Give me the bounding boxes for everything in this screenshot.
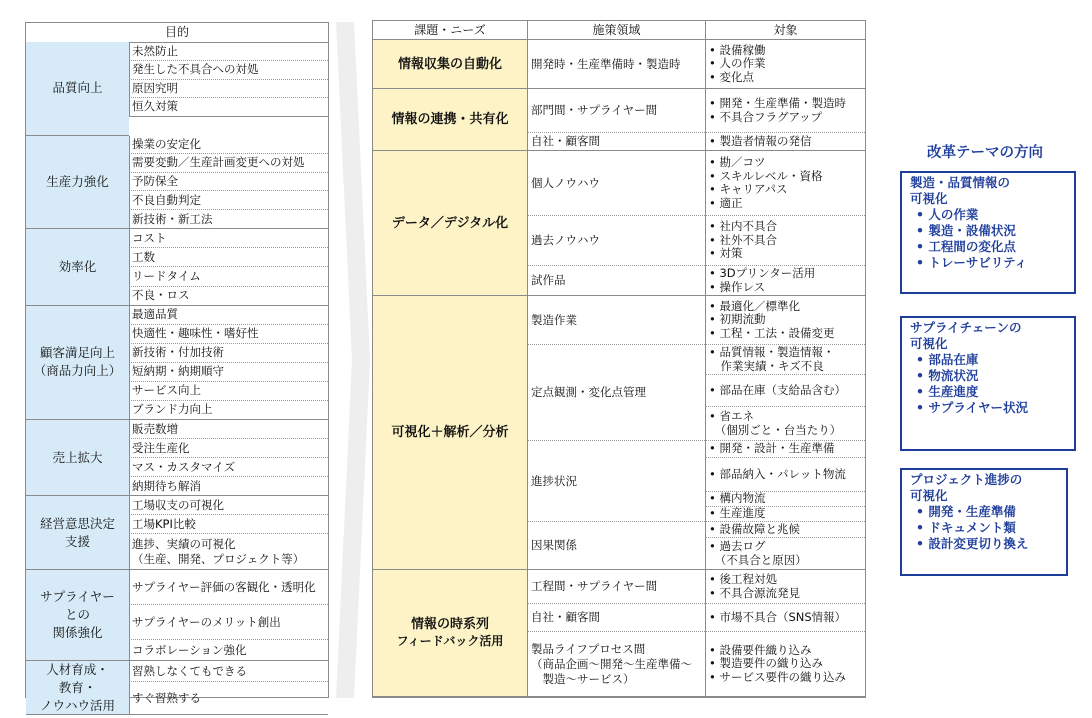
objective-item: コラボレーション強化	[129, 640, 328, 661]
objective-item: コスト	[129, 229, 328, 248]
target-cell	[705, 133, 865, 151]
target-cell	[705, 151, 865, 216]
flow-arrow-chevron	[336, 22, 370, 698]
issue-cell	[373, 570, 527, 697]
objective-item: 受注生産化	[129, 439, 328, 458]
objective-item: リードタイム	[129, 267, 328, 287]
reform-theme-box	[900, 468, 1068, 576]
area-header: 施策領域	[527, 21, 705, 40]
target-item: • スキルレベル・資格	[709, 168, 823, 183]
target-item: • 市場不具合（SNS情報）	[709, 609, 847, 624]
target-cell	[705, 604, 865, 632]
target-item: • 操作レス	[709, 279, 766, 294]
objective-group: 品質向上	[26, 42, 129, 136]
objective-item: すぐ習熟する	[129, 682, 328, 715]
target-item: （不具合と原因）	[709, 552, 807, 567]
objective-item: マス・カスタマイズ	[129, 458, 328, 477]
objective-item: ブランド力向上	[129, 401, 328, 421]
target-cell	[705, 407, 865, 441]
reform-theme-heading: プロジェクト進捗の	[910, 472, 1023, 487]
target-cell	[705, 570, 865, 604]
target-item: • 部品納入・パレット物流	[709, 466, 846, 481]
measure-area: 製造作業	[527, 296, 705, 345]
target-item: • 品質情報・製造情報・	[709, 345, 835, 359]
issue-header: 課題・ニーズ	[373, 21, 527, 40]
objective-item: 発生した不具合への対処	[129, 61, 328, 80]
issue-label: 情報の連携・共有化	[391, 112, 509, 127]
target-item: （個別ごと・台当たり）	[709, 422, 842, 437]
reform-theme-box	[900, 316, 1076, 451]
reform-theme-heading: 可視化	[910, 488, 948, 503]
target-item: • 対策	[709, 246, 743, 261]
objective-item: 工場収支の可視化	[129, 496, 328, 515]
target-item: • 部品在庫（支給品含む）	[709, 382, 846, 397]
target-item: • 後工程対処	[709, 572, 777, 586]
target-item: • 社内不具合	[709, 219, 777, 234]
objective-group: 人材育成・ 教育・ ノウハウ活用	[26, 661, 129, 715]
measure-area: 因果関係	[527, 522, 705, 570]
measure-area: 開発時・生産準備時・製造時	[527, 40, 705, 89]
objective-item: 短納期・納期順守	[129, 363, 328, 382]
target-item: • 設備故障と兆候	[709, 521, 800, 536]
target-cell	[705, 216, 865, 266]
reform-theme-bullet: • 人の作業	[916, 207, 979, 222]
target-item: • 設備要件織り込み	[709, 642, 812, 657]
reform-theme-bullet: • 設計変更切り換え	[916, 536, 1029, 551]
objective-item: 恒久対策	[129, 98, 328, 117]
target-item: • 初期流動	[709, 312, 766, 327]
issue-cell	[373, 40, 527, 89]
objective-item: 新技術・付加技術	[129, 344, 328, 363]
target-item: • 不具合源流発見	[709, 585, 800, 600]
target-cell	[705, 538, 865, 570]
target-cell	[705, 266, 865, 296]
objective-item: 快適性・趣味性・嗜好性	[129, 325, 328, 344]
objective-item: 納期待ち解消	[129, 477, 328, 496]
reform-theme-bullet: • ドキュメント類	[916, 520, 1016, 535]
target-item: • 設備稼働	[709, 42, 766, 57]
objective-item: サプライヤーのメリット創出	[129, 605, 328, 640]
objective-item: 進捗、実績の可視化 （生産、開発、プロジェクト等）	[129, 534, 328, 570]
objectives-table	[25, 22, 329, 713]
measure-area: 過去ノウハウ	[527, 216, 705, 266]
objective-item: 新技術・新工法	[129, 210, 328, 229]
target-cell	[705, 492, 865, 507]
reform-theme-bullet: • トレーサビリティ	[916, 255, 1028, 270]
issue-label: 情報収集の自動化	[397, 56, 502, 72]
target-item: • 不具合フラグアップ	[709, 109, 823, 124]
reform-theme-heading: 可視化	[910, 191, 948, 206]
reform-theme-bullet: • サプライヤー状況	[916, 400, 1028, 415]
measure-area: 進捗状況	[527, 441, 705, 522]
issue-label: 可視化＋解析／分析	[391, 425, 509, 440]
objective-group: 売上拡大	[26, 420, 129, 496]
target-item: • キャリアパス	[709, 182, 788, 196]
measure-area: 製品ライフプロセス間 （商品企画～開発～生産準備～ 製造～サービス）	[527, 632, 705, 697]
reform-theme-heading: 可視化	[910, 336, 948, 351]
target-item: • 生産進度	[709, 506, 766, 521]
measures-table	[372, 20, 866, 698]
target-item: • 工程・工法・設備変更	[709, 325, 835, 340]
objectives-header: 目的	[26, 23, 328, 43]
target-cell	[705, 458, 865, 492]
reform-theme-title: 改革テーマの方向	[927, 145, 1043, 161]
target-item: • 変化点	[709, 69, 754, 84]
measure-area: 自社・顧客間	[527, 133, 705, 151]
reform-theme-bullet: • 工程間の変化点	[916, 239, 1016, 254]
issue-label: データ／デジタル化	[391, 215, 509, 231]
objective-item: 予防保全	[129, 173, 328, 192]
reform-theme-heading: 製造・品質情報の	[910, 175, 1011, 190]
issue-sublabel: フィードバック活用	[396, 634, 504, 648]
target-item: • 人の作業	[709, 56, 766, 71]
target-item: • 開発・生産準備・製造時	[709, 96, 846, 110]
reform-theme-box	[900, 171, 1076, 294]
objective-group: 顧客満足向上 （商品力向上）	[26, 306, 129, 421]
objective-group: 生産力強化	[26, 136, 129, 230]
target-cell	[705, 296, 865, 345]
target-cell	[705, 441, 865, 458]
objective-item: サプライヤー評価の客観化・透明化	[129, 570, 328, 605]
issue-cell	[373, 296, 527, 570]
target-cell	[705, 632, 865, 697]
objective-item: 原因究明	[129, 80, 328, 98]
objective-group: 経営意思決定 支援	[26, 496, 129, 570]
target-item: • 製造者情報の発信	[709, 133, 812, 148]
objective-item: 工場KPI比較	[129, 515, 328, 534]
reform-theme-bullet: • 生産進度	[916, 384, 979, 399]
objective-item: 不良・ロス	[129, 287, 328, 306]
target-item: • 勘／コツ	[709, 155, 766, 169]
target-item: • 適正	[709, 195, 743, 210]
target-item: • 3Dプリンター活用	[709, 266, 816, 280]
reform-theme-bullet: • 物流状況	[916, 368, 979, 383]
target-item: • サービス要件の織り込み	[709, 669, 846, 684]
reform-theme-bullet: • 部品在庫	[916, 352, 979, 367]
target-item: • 最適化／標準化	[709, 298, 800, 313]
target-item: • 社外不具合	[709, 232, 777, 247]
objective-group: 効率化	[26, 229, 129, 306]
measure-area: 部門間・サプライヤー間	[527, 89, 705, 133]
reform-theme-heading: サプライチェーンの	[910, 320, 1022, 335]
target-cell	[705, 345, 865, 375]
objective-item: 未然防止	[129, 42, 328, 61]
issue-cell	[373, 151, 527, 296]
target-cell	[705, 40, 865, 89]
objective-item: サービス向上	[129, 382, 328, 401]
target-header: 対象	[705, 21, 865, 40]
target-item: • 構内物流	[709, 491, 766, 506]
measure-area: 工程間・サプライヤー間	[527, 570, 705, 604]
objective-item: 工数	[129, 248, 328, 267]
objective-group: サプライヤー との 関係強化	[26, 570, 129, 661]
measure-area: 定点観測・変化点管理	[527, 345, 705, 441]
target-item: • 開発・設計・生産準備	[709, 441, 835, 456]
measure-area: 自社・顧客間	[527, 604, 705, 632]
target-cell	[705, 507, 865, 522]
target-item: • 過去ログ	[709, 539, 766, 553]
objective-item: 需要変動／生産計画変更への対処	[129, 154, 328, 173]
objective-item: 操業の安定化	[129, 136, 328, 155]
target-cell	[705, 89, 865, 133]
reform-theme-bullet: • 製造・設備状況	[916, 223, 1016, 238]
measure-area: 個人ノウハウ	[527, 151, 705, 216]
measure-area: 試作品	[527, 266, 705, 296]
target-item: • 製造要件の織り込み	[709, 656, 823, 671]
objective-item: 最適品質	[129, 306, 328, 325]
issue-cell	[373, 89, 527, 151]
objective-item: 習熟しなくてもできる	[129, 661, 328, 682]
target-cell	[705, 375, 865, 407]
objective-item: 不良自動判定	[129, 191, 328, 210]
target-cell	[705, 522, 865, 538]
target-item: • 省エネ	[709, 409, 754, 423]
issue-label: 情報の時系列	[410, 617, 489, 632]
target-item: 作業実績・キズ不良	[709, 358, 824, 373]
objective-item: 販売数増	[129, 420, 328, 439]
reform-theme-bullet: • 開発・生産準備	[916, 504, 1016, 519]
